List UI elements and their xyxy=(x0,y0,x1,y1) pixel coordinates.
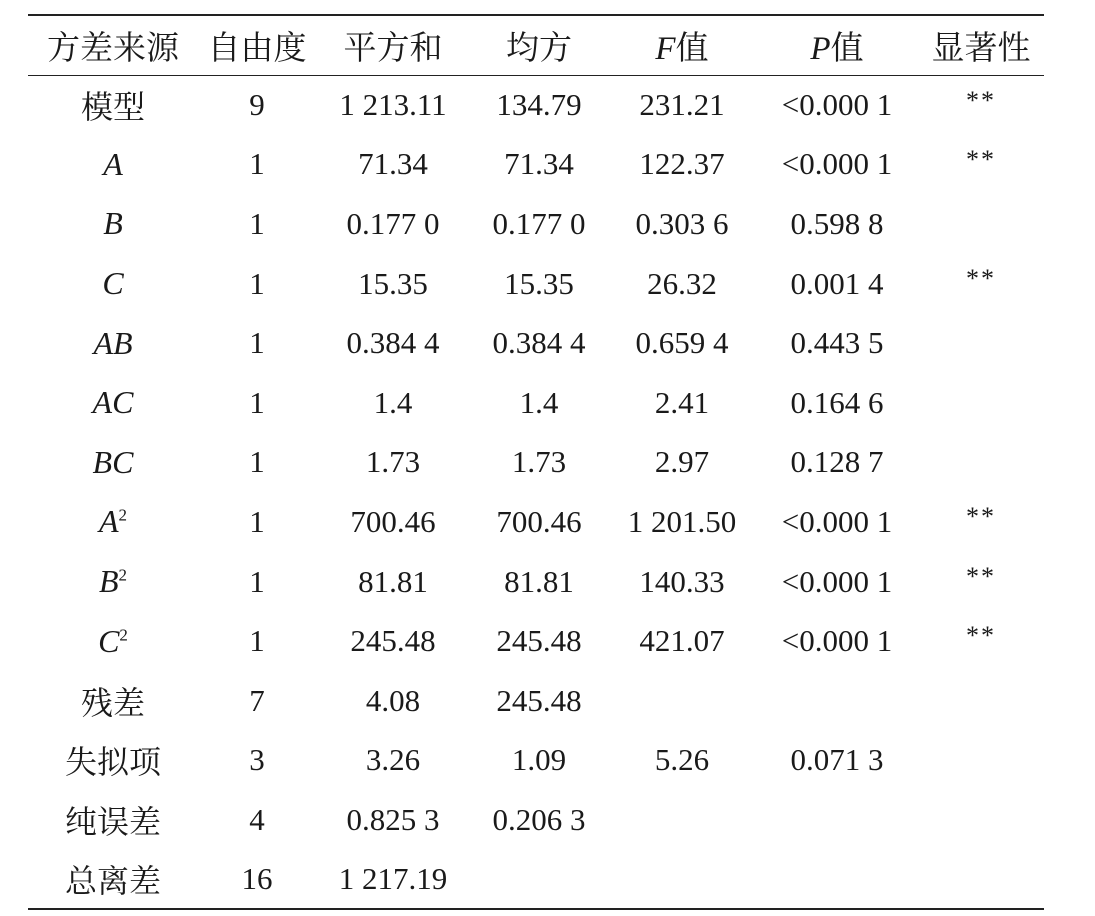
cell-significance: ** xyxy=(966,263,996,293)
header-f-value: F值 xyxy=(655,30,709,67)
cell-source xyxy=(28,611,198,671)
cell-mean-square: 245.48 xyxy=(496,623,582,659)
cell-source xyxy=(28,731,198,791)
cell-sum-of-squares: 1.73 xyxy=(365,444,421,480)
cell-df: 16 xyxy=(241,861,273,897)
cell-f-value: 0.303 6 xyxy=(635,205,729,241)
source-label: A xyxy=(98,503,119,540)
cell-source xyxy=(28,671,198,731)
cell-df: 1 xyxy=(249,325,265,361)
table-row xyxy=(28,731,1044,791)
cell-mean-square: 700.46 xyxy=(496,503,582,539)
cell-f-value: 1 201.50 xyxy=(627,503,737,539)
cell-source xyxy=(28,433,198,493)
cell-sum-of-squares: 3.26 xyxy=(365,742,421,778)
cell-f-value: 26.32 xyxy=(647,265,717,301)
cell-df: 1 xyxy=(249,444,265,480)
cell-p-value: 0.164 6 xyxy=(790,384,884,420)
source-superscript: 2 xyxy=(118,565,128,585)
cell-sum-of-squares: 0.825 3 xyxy=(346,801,440,837)
source-label: C xyxy=(98,622,120,659)
cell-f-value xyxy=(608,671,756,731)
table-body xyxy=(28,75,1044,909)
cell-df: 1 xyxy=(249,265,265,301)
cell-f-value: 421.07 xyxy=(639,623,725,659)
cell-source xyxy=(28,850,198,910)
cell-mean-square: 71.34 xyxy=(504,146,574,182)
cell-df: 1 xyxy=(249,503,265,539)
cell-mean-square: 1.73 xyxy=(511,444,567,480)
source-label: AB xyxy=(93,324,133,361)
table-row xyxy=(28,790,1044,850)
cell-f-value xyxy=(608,790,756,850)
cell-p-value xyxy=(756,671,918,731)
cell-mean-square: 15.35 xyxy=(504,265,574,301)
source-superscript: 2 xyxy=(119,624,128,644)
cell-mean-square: 0.177 0 xyxy=(492,205,586,241)
header-p-value: P值 xyxy=(810,30,864,67)
cell-sum-of-squares: 0.384 4 xyxy=(346,325,440,361)
cell-significance xyxy=(918,373,1044,433)
cell-sum-of-squares: 81.81 xyxy=(358,563,428,599)
source-label: 模型 xyxy=(80,89,145,126)
source-label: B xyxy=(98,563,119,600)
cell-source xyxy=(28,75,198,135)
cell-f-value: 140.33 xyxy=(639,563,725,599)
header-significance: 显著性 xyxy=(931,30,1031,67)
cell-f-value: 122.37 xyxy=(639,146,725,182)
cell-significance: ** xyxy=(966,144,996,174)
cell-significance xyxy=(918,731,1044,791)
table-row xyxy=(28,433,1044,493)
cell-source xyxy=(28,552,198,612)
cell-significance xyxy=(918,433,1044,493)
source-superscript: 2 xyxy=(118,505,128,525)
cell-f-value: 0.659 4 xyxy=(635,325,729,361)
cell-p-value xyxy=(756,790,918,850)
cell-sum-of-squares: 15.35 xyxy=(358,265,428,301)
cell-significance xyxy=(918,194,1044,254)
table-row xyxy=(28,313,1044,373)
header-sum-of-squares: 平方和 xyxy=(343,30,443,67)
cell-significance xyxy=(918,790,1044,850)
cell-df: 1 xyxy=(249,384,265,420)
table-row xyxy=(28,850,1044,910)
cell-source xyxy=(28,313,198,373)
cell-sum-of-squares: 0.177 0 xyxy=(346,205,440,241)
cell-df: 1 xyxy=(249,146,265,182)
table-row xyxy=(28,671,1044,731)
cell-source xyxy=(28,373,198,433)
table-row xyxy=(28,552,1044,612)
cell-sum-of-squares: 1 213.11 xyxy=(339,87,447,123)
cell-significance xyxy=(918,850,1044,910)
header-row xyxy=(28,15,1044,75)
cell-df: 7 xyxy=(249,682,265,718)
cell-sum-of-squares: 1.4 xyxy=(373,384,413,420)
cell-mean-square: 245.48 xyxy=(496,682,582,718)
cell-p-value: <0.000 1 xyxy=(781,146,893,182)
cell-df: 9 xyxy=(249,87,265,123)
cell-mean-square: 134.79 xyxy=(496,87,582,123)
cell-df: 1 xyxy=(249,623,265,659)
cell-mean-square: 1.4 xyxy=(519,384,559,420)
cell-sum-of-squares: 700.46 xyxy=(350,503,436,539)
cell-mean-square: 0.384 4 xyxy=(492,325,586,361)
table-row xyxy=(28,373,1044,433)
cell-p-value: 0.001 4 xyxy=(790,265,884,301)
cell-mean-square: 1.09 xyxy=(511,742,567,778)
source-label: BC xyxy=(92,443,134,480)
cell-p-value: 0.071 3 xyxy=(790,742,884,778)
anova-table xyxy=(28,14,1044,910)
cell-mean-square: 0.206 3 xyxy=(492,801,586,837)
cell-significance: ** xyxy=(966,561,996,591)
cell-p-value: 0.598 8 xyxy=(790,205,884,241)
cell-p-value: <0.000 1 xyxy=(781,503,893,539)
table-row xyxy=(28,135,1044,195)
cell-source xyxy=(28,790,198,850)
cell-sum-of-squares: 1 217.19 xyxy=(338,861,448,897)
cell-f-value: 2.41 xyxy=(654,384,710,420)
cell-f-value: 5.26 xyxy=(654,742,710,778)
table-row xyxy=(28,492,1044,552)
cell-significance: ** xyxy=(966,621,996,651)
cell-p-value: <0.000 1 xyxy=(781,623,893,659)
cell-significance xyxy=(918,313,1044,373)
cell-sum-of-squares: 71.34 xyxy=(358,146,428,182)
cell-df: 1 xyxy=(249,563,265,599)
header-source: 方差来源 xyxy=(47,30,179,67)
table-row xyxy=(28,194,1044,254)
cell-sum-of-squares: 4.08 xyxy=(365,682,421,718)
cell-significance: ** xyxy=(966,85,996,115)
cell-f-value: 2.97 xyxy=(654,444,710,480)
cell-p-value: 0.128 7 xyxy=(790,444,884,480)
cell-source xyxy=(28,492,198,552)
cell-f-value xyxy=(608,850,756,910)
source-label: 残差 xyxy=(80,684,145,721)
cell-mean-square xyxy=(470,850,608,910)
source-label: C xyxy=(102,265,124,302)
cell-sum-of-squares: 245.48 xyxy=(350,623,436,659)
cell-mean-square: 81.81 xyxy=(504,563,574,599)
cell-df: 1 xyxy=(249,205,265,241)
source-label: 失拟项 xyxy=(64,744,161,781)
cell-df: 3 xyxy=(249,742,265,778)
header-df: 自由度 xyxy=(207,30,307,67)
cell-significance xyxy=(918,671,1044,731)
cell-significance: ** xyxy=(966,502,996,532)
cell-df: 4 xyxy=(249,801,265,837)
table-row xyxy=(28,254,1044,314)
cell-p-value: <0.000 1 xyxy=(781,87,893,123)
header-mean-square: 均方 xyxy=(506,30,572,67)
source-label: B xyxy=(103,205,123,242)
source-label: AC xyxy=(92,384,134,421)
table-header xyxy=(28,15,1044,75)
table-row xyxy=(28,75,1044,135)
cell-f-value: 231.21 xyxy=(639,87,725,123)
source-label: 纯误差 xyxy=(64,803,161,840)
source-label: 总离差 xyxy=(64,863,161,900)
table-row xyxy=(28,611,1044,671)
cell-source xyxy=(28,194,198,254)
cell-p-value: <0.000 1 xyxy=(781,563,893,599)
anova-table-container xyxy=(28,14,1044,910)
cell-source xyxy=(28,135,198,195)
cell-p-value xyxy=(756,850,918,910)
cell-p-value: 0.443 5 xyxy=(790,325,884,361)
source-label: A xyxy=(103,145,123,182)
cell-source xyxy=(28,254,198,314)
